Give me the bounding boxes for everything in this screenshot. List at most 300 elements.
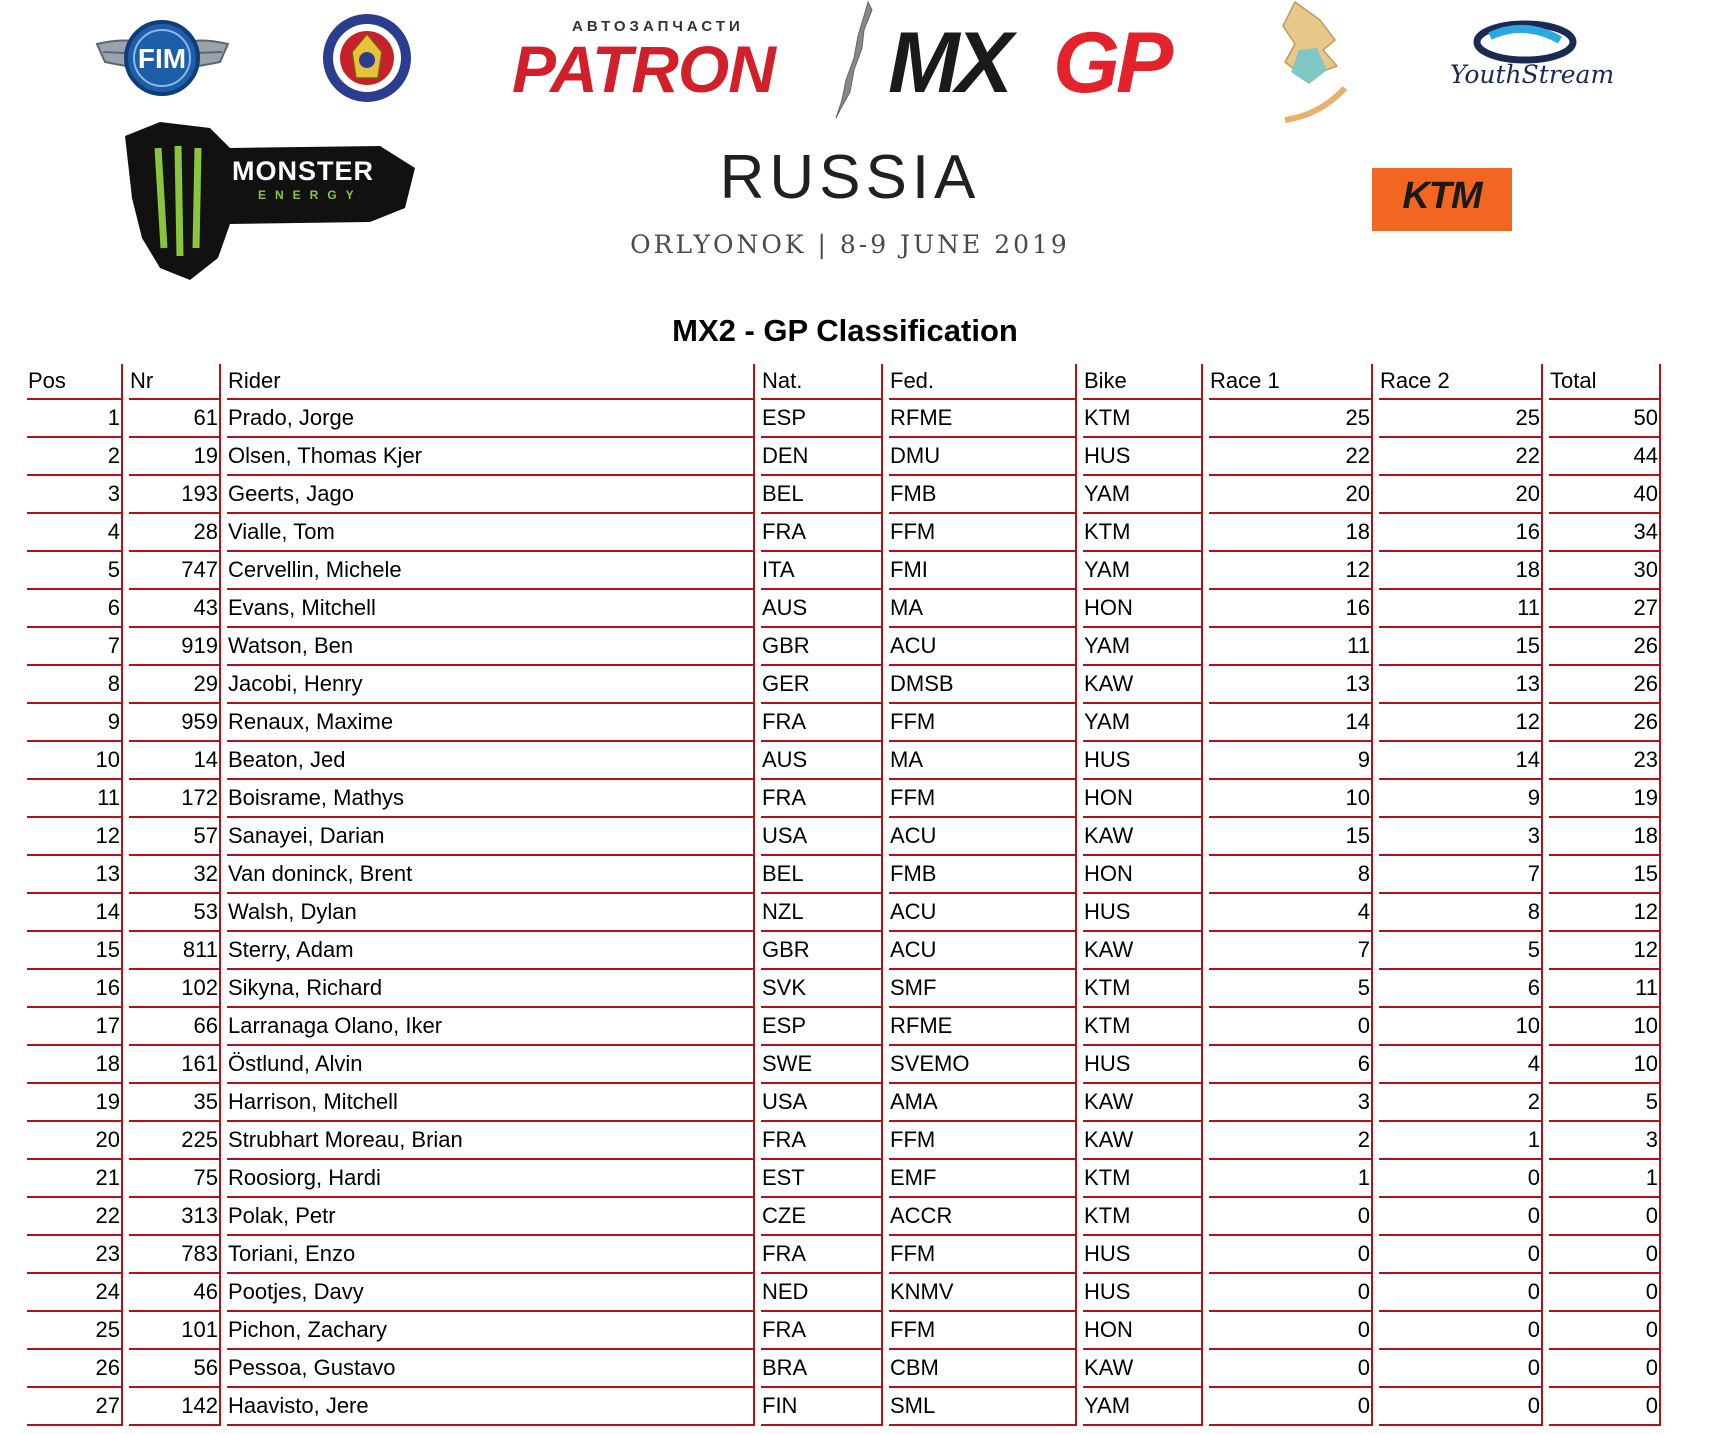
cell-total: 0	[1549, 1312, 1661, 1350]
cell-nr: 919	[129, 628, 221, 666]
table-row	[27, 1312, 1661, 1350]
cell-race1: 8	[1209, 856, 1373, 894]
cell-nr: 193	[129, 476, 221, 514]
cell-pos: 7	[27, 628, 123, 666]
cell-total: 44	[1549, 438, 1661, 476]
cell-bike: KTM	[1083, 1198, 1203, 1236]
table-row	[27, 476, 1661, 514]
table-row	[27, 1046, 1661, 1084]
cell-rider: Watson, Ben	[227, 628, 755, 666]
cell-race2: 13	[1379, 666, 1543, 704]
cell-rider: Renaux, Maxime	[227, 704, 755, 742]
cell-race2: 2	[1379, 1084, 1543, 1122]
cell-race1: 15	[1209, 818, 1373, 856]
cell-total: 15	[1549, 856, 1661, 894]
table-row	[27, 932, 1661, 970]
cell-nr: 101	[129, 1312, 221, 1350]
cell-rider: Sikyna, Richard	[227, 970, 755, 1008]
column-header-race2: Race 2	[1379, 364, 1543, 400]
column-header-pos: Pos	[27, 364, 123, 400]
cell-nat: BRA	[761, 1350, 883, 1388]
monster-logo-text: MONSTER	[232, 156, 374, 186]
cell-total: 1	[1549, 1160, 1661, 1198]
table-row	[27, 438, 1661, 476]
cell-fed: SVEMO	[889, 1046, 1077, 1084]
table-row	[27, 818, 1661, 856]
cell-rider: Van doninck, Brent	[227, 856, 755, 894]
cell-nat: USA	[761, 818, 883, 856]
cell-bike: HUS	[1083, 438, 1203, 476]
cell-fed: AMA	[889, 1084, 1077, 1122]
cell-nr: 46	[129, 1274, 221, 1312]
cell-race2: 0	[1379, 1160, 1543, 1198]
cell-fed: ACU	[889, 818, 1077, 856]
event-title: RUSSIA	[719, 143, 981, 212]
cell-total: 23	[1549, 742, 1661, 780]
cell-nr: 43	[129, 590, 221, 628]
mxgp-logo-gp: GP	[1053, 15, 1170, 111]
cell-rider: Boisrame, Mathys	[227, 780, 755, 818]
cell-race2: 4	[1379, 1046, 1543, 1084]
event-dates: ORLYONOK | 8-9 JUNE 2019	[630, 230, 1070, 259]
cell-nat: FRA	[761, 780, 883, 818]
table-row	[27, 1084, 1661, 1122]
cell-race1: 2	[1209, 1122, 1373, 1160]
cell-rider: Evans, Mitchell	[227, 590, 755, 628]
cell-total: 10	[1549, 1046, 1661, 1084]
cell-race2: 0	[1379, 1198, 1543, 1236]
cell-race1: 10	[1209, 780, 1373, 818]
cell-rider: Olsen, Thomas Kjer	[227, 438, 755, 476]
cell-nat: SWE	[761, 1046, 883, 1084]
cell-pos: 17	[27, 1008, 123, 1046]
cell-race2: 25	[1379, 400, 1543, 438]
cell-rider: Toriani, Enzo	[227, 1236, 755, 1274]
cell-rider: Strubhart Moreau, Brian	[227, 1122, 755, 1160]
cell-bike: YAM	[1083, 476, 1203, 514]
cell-race2: 14	[1379, 742, 1543, 780]
table-row	[27, 704, 1661, 742]
cell-fed: FFM	[889, 704, 1077, 742]
cell-nat: FIN	[761, 1388, 883, 1426]
cell-nr: 959	[129, 704, 221, 742]
cell-pos: 9	[27, 704, 123, 742]
cell-race1: 14	[1209, 704, 1373, 742]
cell-nr: 14	[129, 742, 221, 780]
mxgp-logo-mx: MX	[888, 15, 1009, 111]
table-row	[27, 1122, 1661, 1160]
cell-race1: 20	[1209, 476, 1373, 514]
cell-total: 50	[1549, 400, 1661, 438]
cell-total: 5	[1549, 1084, 1661, 1122]
patron-logo-text: PATRON	[512, 32, 775, 106]
cell-race2: 11	[1379, 590, 1543, 628]
cell-bike: HUS	[1083, 1236, 1203, 1274]
cell-bike: YAM	[1083, 628, 1203, 666]
cell-pos: 27	[27, 1388, 123, 1426]
cell-nr: 61	[129, 400, 221, 438]
cell-race1: 9	[1209, 742, 1373, 780]
cell-nr: 161	[129, 1046, 221, 1084]
cell-nr: 811	[129, 932, 221, 970]
cell-fed: KNMV	[889, 1274, 1077, 1312]
cell-pos: 19	[27, 1084, 123, 1122]
cell-total: 12	[1549, 932, 1661, 970]
cell-bike: KAW	[1083, 1084, 1203, 1122]
cell-race2: 15	[1379, 628, 1543, 666]
table-row	[27, 1160, 1661, 1198]
cell-race1: 25	[1209, 400, 1373, 438]
monster-logo-subtitle: ENERGY	[258, 188, 363, 202]
cell-pos: 16	[27, 970, 123, 1008]
cell-fed: MA	[889, 742, 1077, 780]
cell-pos: 2	[27, 438, 123, 476]
cell-nat: FRA	[761, 1122, 883, 1160]
cell-race2: 18	[1379, 552, 1543, 590]
table-row	[27, 856, 1661, 894]
cell-nr: 29	[129, 666, 221, 704]
cell-race1: 7	[1209, 932, 1373, 970]
cell-nr: 19	[129, 438, 221, 476]
cell-fed: DMU	[889, 438, 1077, 476]
cell-fed: MA	[889, 590, 1077, 628]
cell-nat: USA	[761, 1084, 883, 1122]
table-row	[27, 970, 1661, 1008]
cell-nat: NED	[761, 1274, 883, 1312]
cell-nat: BEL	[761, 476, 883, 514]
cell-rider: Larranaga Olano, Iker	[227, 1008, 755, 1046]
monster-energy-logo	[120, 118, 420, 283]
cell-race1: 22	[1209, 438, 1373, 476]
cell-bike: HON	[1083, 856, 1203, 894]
cell-race1: 0	[1209, 1312, 1373, 1350]
cell-race2: 16	[1379, 514, 1543, 552]
cell-bike: KTM	[1083, 1160, 1203, 1198]
classification-title: MX2 - GP Classification	[672, 313, 1018, 348]
cell-pos: 3	[27, 476, 123, 514]
cell-nat: CZE	[761, 1198, 883, 1236]
cell-bike: HON	[1083, 1312, 1203, 1350]
cell-race2: 0	[1379, 1236, 1543, 1274]
cell-nat: GER	[761, 666, 883, 704]
cell-total: 0	[1549, 1350, 1661, 1388]
cell-race1: 1	[1209, 1160, 1373, 1198]
cell-nr: 56	[129, 1350, 221, 1388]
cell-pos: 6	[27, 590, 123, 628]
cell-nat: FRA	[761, 704, 883, 742]
cell-race2: 0	[1379, 1312, 1543, 1350]
cell-nr: 32	[129, 856, 221, 894]
cell-bike: YAM	[1083, 552, 1203, 590]
cell-pos: 13	[27, 856, 123, 894]
cell-fed: DMSB	[889, 666, 1077, 704]
cell-total: 10	[1549, 1008, 1661, 1046]
cell-nr: 57	[129, 818, 221, 856]
cell-total: 26	[1549, 704, 1661, 742]
cell-pos: 12	[27, 818, 123, 856]
cell-pos: 15	[27, 932, 123, 970]
cell-fed: FMI	[889, 552, 1077, 590]
cell-race2: 1	[1379, 1122, 1543, 1160]
cell-fed: FFM	[889, 780, 1077, 818]
cell-race1: 0	[1209, 1236, 1373, 1274]
cell-race1: 13	[1209, 666, 1373, 704]
cell-total: 0	[1549, 1388, 1661, 1426]
cell-rider: Roosiorg, Hardi	[227, 1160, 755, 1198]
cell-nat: ESP	[761, 1008, 883, 1046]
cell-total: 0	[1549, 1274, 1661, 1312]
cell-rider: Cervellin, Michele	[227, 552, 755, 590]
cell-race1: 6	[1209, 1046, 1373, 1084]
cell-rider: Polak, Petr	[227, 1198, 755, 1236]
cell-bike: KAW	[1083, 1350, 1203, 1388]
cell-race2: 0	[1379, 1274, 1543, 1312]
column-header-rider: Rider	[227, 364, 755, 400]
cell-rider: Geerts, Jago	[227, 476, 755, 514]
cell-pos: 21	[27, 1160, 123, 1198]
column-header-race1: Race 1	[1209, 364, 1373, 400]
cell-bike: KTM	[1083, 970, 1203, 1008]
cell-pos: 18	[27, 1046, 123, 1084]
cell-race2: 8	[1379, 894, 1543, 932]
cell-nat: AUS	[761, 742, 883, 780]
cell-fed: ACCR	[889, 1198, 1077, 1236]
cell-fed: FMB	[889, 476, 1077, 514]
cell-bike: KAW	[1083, 1122, 1203, 1160]
cell-pos: 4	[27, 514, 123, 552]
cell-total: 30	[1549, 552, 1661, 590]
fim-logo-text: FIM	[137, 43, 187, 74]
cell-rider: Pichon, Zachary	[227, 1312, 755, 1350]
cell-nr: 172	[129, 780, 221, 818]
cell-total: 26	[1549, 666, 1661, 704]
cell-race1: 5	[1209, 970, 1373, 1008]
cell-total: 27	[1549, 590, 1661, 628]
cell-nat: FRA	[761, 514, 883, 552]
patron-logo	[512, 18, 802, 106]
table-row	[27, 1388, 1661, 1426]
cell-nr: 53	[129, 894, 221, 932]
russia-map-silhouette	[828, 0, 878, 120]
cell-race1: 0	[1209, 1008, 1373, 1046]
cell-nr: 747	[129, 552, 221, 590]
cell-nat: EST	[761, 1160, 883, 1198]
cell-pos: 5	[27, 552, 123, 590]
cell-nat: GBR	[761, 932, 883, 970]
table-row	[27, 1350, 1661, 1388]
cell-race2: 20	[1379, 476, 1543, 514]
table-body	[27, 400, 1661, 1426]
cell-race1: 11	[1209, 628, 1373, 666]
cell-bike: HON	[1083, 590, 1203, 628]
cell-race2: 10	[1379, 1008, 1543, 1046]
cell-pos: 20	[27, 1122, 123, 1160]
cell-nr: 783	[129, 1236, 221, 1274]
cell-race1: 0	[1209, 1350, 1373, 1388]
cell-fed: ACU	[889, 932, 1077, 970]
cell-pos: 23	[27, 1236, 123, 1274]
cell-pos: 26	[27, 1350, 123, 1388]
cell-nr: 142	[129, 1388, 221, 1426]
cell-rider: Jacobi, Henry	[227, 666, 755, 704]
cell-total: 3	[1549, 1122, 1661, 1160]
column-header-bike: Bike	[1083, 364, 1203, 400]
cell-nr: 35	[129, 1084, 221, 1122]
youthstream-logo-text: YouthStream	[1450, 60, 1615, 89]
cell-race2: 7	[1379, 856, 1543, 894]
table-row	[27, 1198, 1661, 1236]
cell-rider: Vialle, Tom	[227, 514, 755, 552]
cell-rider: Beaton, Jed	[227, 742, 755, 780]
cell-total: 11	[1549, 970, 1661, 1008]
cell-total: 18	[1549, 818, 1661, 856]
cell-fed: SMF	[889, 970, 1077, 1008]
cell-fed: ACU	[889, 628, 1077, 666]
cell-race1: 16	[1209, 590, 1373, 628]
cell-race2: 3	[1379, 818, 1543, 856]
cell-race1: 3	[1209, 1084, 1373, 1122]
cell-fed: CBM	[889, 1350, 1077, 1388]
orlyonok-emblem	[1265, 0, 1360, 135]
youthstream-logo	[1450, 18, 1615, 108]
cell-bike: KAW	[1083, 818, 1203, 856]
cell-fed: FFM	[889, 514, 1077, 552]
cell-nat: DEN	[761, 438, 883, 476]
table-row	[27, 780, 1661, 818]
cell-race1: 12	[1209, 552, 1373, 590]
federation-emblem	[320, 12, 415, 104]
cell-bike: KAW	[1083, 666, 1203, 704]
cell-bike: KTM	[1083, 1008, 1203, 1046]
cell-fed: FMB	[889, 856, 1077, 894]
table-row	[27, 628, 1661, 666]
cell-nat: FRA	[761, 1236, 883, 1274]
mxgp-logo	[888, 15, 1218, 111]
cell-race1: 0	[1209, 1274, 1373, 1312]
cell-rider: Pessoa, Gustavo	[227, 1350, 755, 1388]
cell-bike: YAM	[1083, 1388, 1203, 1426]
cell-fed: ACU	[889, 894, 1077, 932]
cell-bike: HUS	[1083, 742, 1203, 780]
cell-rider: Prado, Jorge	[227, 400, 755, 438]
cell-rider: Haavisto, Jere	[227, 1388, 755, 1426]
cell-pos: 10	[27, 742, 123, 780]
column-header-nat: Nat.	[761, 364, 883, 400]
cell-bike: HUS	[1083, 1274, 1203, 1312]
table-row	[27, 1274, 1661, 1312]
patron-logo-subtitle: АВТОЗАПЧАСТИ	[572, 18, 744, 35]
cell-nat: SVK	[761, 970, 883, 1008]
table-row	[27, 1236, 1661, 1274]
table-row	[27, 514, 1661, 552]
cell-race1: 18	[1209, 514, 1373, 552]
cell-fed: SML	[889, 1388, 1077, 1426]
table-header-row	[27, 364, 1661, 400]
cell-pos: 14	[27, 894, 123, 932]
cell-nr: 28	[129, 514, 221, 552]
table-row	[27, 1008, 1661, 1046]
cell-pos: 25	[27, 1312, 123, 1350]
cell-pos: 1	[27, 400, 123, 438]
cell-bike: KTM	[1083, 514, 1203, 552]
cell-rider: Östlund, Alvin	[227, 1046, 755, 1084]
table-row	[27, 552, 1661, 590]
ktm-logo	[1372, 168, 1512, 231]
cell-bike: HUS	[1083, 894, 1203, 932]
table-row	[27, 590, 1661, 628]
classification-table	[21, 364, 1667, 1426]
table-row	[27, 400, 1661, 438]
cell-nr: 66	[129, 1008, 221, 1046]
cell-race1: 0	[1209, 1198, 1373, 1236]
cell-bike: HON	[1083, 780, 1203, 818]
table-row	[27, 666, 1661, 704]
cell-total: 12	[1549, 894, 1661, 932]
fim-logo	[95, 14, 230, 102]
cell-nr: 313	[129, 1198, 221, 1236]
column-header-fed: Fed.	[889, 364, 1077, 400]
cell-race2: 6	[1379, 970, 1543, 1008]
cell-nat: BEL	[761, 856, 883, 894]
cell-pos: 11	[27, 780, 123, 818]
cell-nr: 102	[129, 970, 221, 1008]
cell-nat: ITA	[761, 552, 883, 590]
cell-bike: KAW	[1083, 932, 1203, 970]
cell-race2: 9	[1379, 780, 1543, 818]
cell-nat: ESP	[761, 400, 883, 438]
cell-race2: 0	[1379, 1350, 1543, 1388]
cell-nr: 75	[129, 1160, 221, 1198]
cell-bike: KTM	[1083, 400, 1203, 438]
cell-race1: 4	[1209, 894, 1373, 932]
cell-fed: FFM	[889, 1236, 1077, 1274]
cell-race2: 12	[1379, 704, 1543, 742]
cell-rider: Harrison, Mitchell	[227, 1084, 755, 1122]
column-header-total: Total	[1549, 364, 1661, 400]
cell-rider: Sanayei, Darian	[227, 818, 755, 856]
column-header-nr: Nr	[129, 364, 221, 400]
cell-fed: RFME	[889, 400, 1077, 438]
ktm-logo-text: KTM	[1402, 175, 1482, 217]
cell-pos: 22	[27, 1198, 123, 1236]
cell-bike: HUS	[1083, 1046, 1203, 1084]
cell-rider: Pootjes, Davy	[227, 1274, 755, 1312]
table-row	[27, 742, 1661, 780]
cell-rider: Sterry, Adam	[227, 932, 755, 970]
cell-race2: 0	[1379, 1388, 1543, 1426]
cell-nat: AUS	[761, 590, 883, 628]
cell-total: 40	[1549, 476, 1661, 514]
cell-total: 19	[1549, 780, 1661, 818]
cell-pos: 8	[27, 666, 123, 704]
cell-nr: 225	[129, 1122, 221, 1160]
cell-bike: YAM	[1083, 704, 1203, 742]
table-row	[27, 894, 1661, 932]
cell-race1: 0	[1209, 1388, 1373, 1426]
cell-total: 26	[1549, 628, 1661, 666]
cell-rider: Walsh, Dylan	[227, 894, 755, 932]
cell-pos: 24	[27, 1274, 123, 1312]
cell-fed: EMF	[889, 1160, 1077, 1198]
cell-nat: NZL	[761, 894, 883, 932]
cell-fed: FFM	[889, 1312, 1077, 1350]
cell-race2: 22	[1379, 438, 1543, 476]
cell-fed: RFME	[889, 1008, 1077, 1046]
cell-nat: GBR	[761, 628, 883, 666]
cell-total: 0	[1549, 1236, 1661, 1274]
cell-total: 34	[1549, 514, 1661, 552]
cell-nat: FRA	[761, 1312, 883, 1350]
